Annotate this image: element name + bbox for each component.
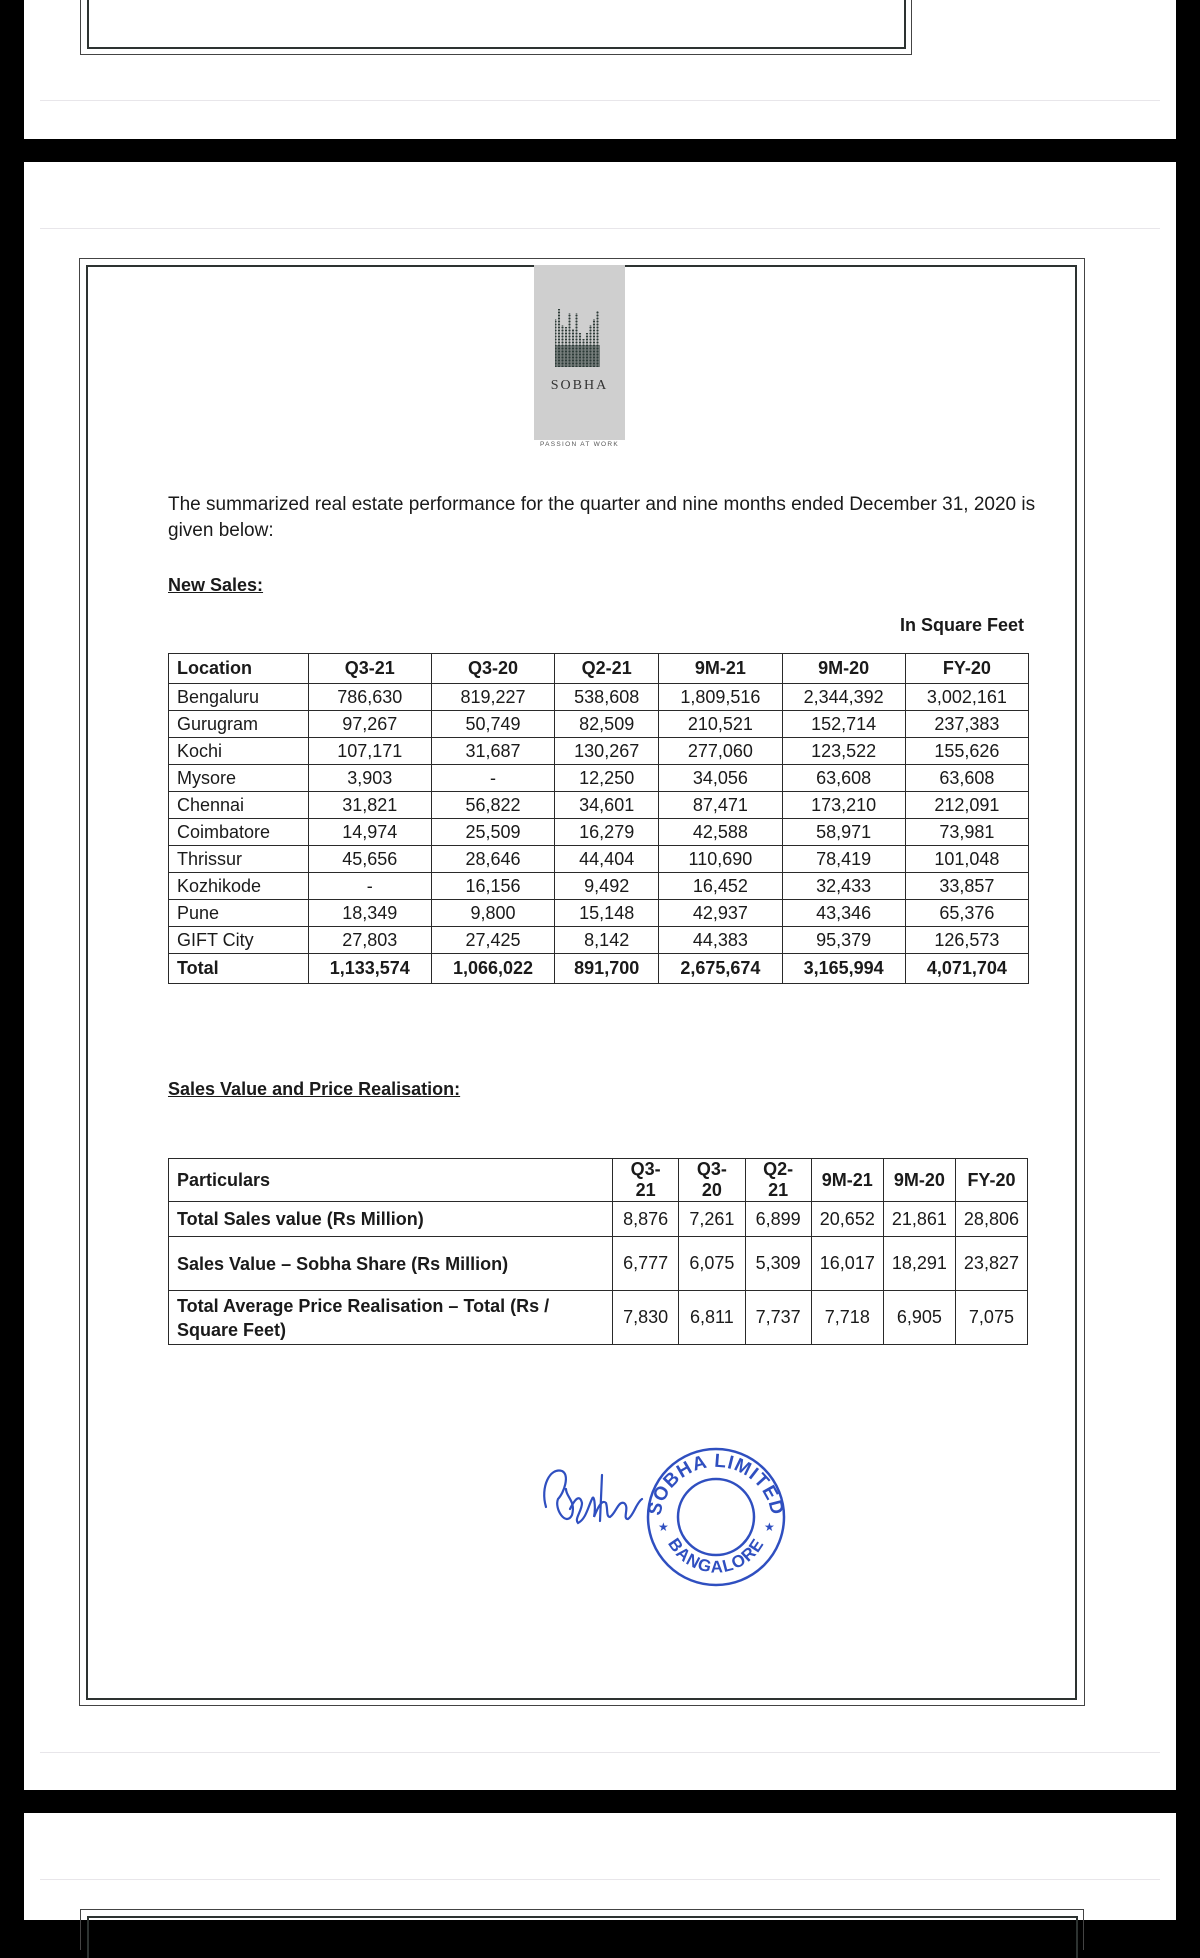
value-cell: 538,608 (555, 684, 659, 711)
table-row (169, 873, 1029, 900)
row-label-cell: Chennai (169, 792, 309, 819)
table-row (169, 765, 1029, 792)
value-cell: 58,971 (782, 819, 905, 846)
column-header-period: Q2-21 (555, 654, 659, 684)
value-cell: 6,905 (883, 1291, 955, 1345)
next-page (24, 1813, 1176, 1920)
value-cell: 3,002,161 (905, 684, 1028, 711)
value-cell: 95,379 (782, 927, 905, 954)
value-cell: 28,806 (955, 1202, 1027, 1237)
row-label-cell: Gurugram (169, 711, 309, 738)
value-cell: 27,803 (308, 927, 431, 954)
company-seal-icon (644, 1449, 787, 1585)
intro-paragraph: The summarized real estate performance for the quarter and nine months ended December 31, 2020 is given below: (168, 494, 1036, 541)
total-value-cell: 4,071,704 (905, 954, 1028, 984)
table-row (169, 1291, 1028, 1345)
value-cell: 277,060 (659, 738, 782, 765)
value-cell: 33,857 (905, 873, 1028, 900)
seal-top-text: SOBHA LIMITED (644, 1450, 788, 1518)
row-label-cell: Kochi (169, 738, 309, 765)
value-cell: 6,899 (745, 1202, 811, 1237)
value-cell: 50,749 (431, 711, 554, 738)
value-cell: 56,822 (431, 792, 554, 819)
value-cell: 12,250 (555, 765, 659, 792)
sales-value-table (168, 1158, 1028, 1345)
building-skyline-icon (554, 305, 606, 367)
value-cell: 16,017 (811, 1237, 883, 1291)
row-label-cell: Thrissur (169, 846, 309, 873)
page-frame-inner (87, 0, 906, 49)
column-header-period: FY-20 (955, 1159, 1027, 1202)
column-header-label: Location (169, 654, 309, 684)
document-page (24, 162, 1176, 1790)
sales-value-heading: Sales Value and Price Realisation: (168, 1079, 461, 1099)
value-cell: 212,091 (905, 792, 1028, 819)
column-header-period: Q3-21 (612, 1159, 678, 1202)
page-rule (40, 228, 1160, 229)
row-label-cell: Mysore (169, 765, 309, 792)
sobha-logo (534, 265, 625, 440)
row-label-cell: GIFT City (169, 927, 309, 954)
table-header-row (169, 1159, 1028, 1202)
value-cell: 14,974 (308, 819, 431, 846)
logo-tagline: PASSION AT WORK (539, 441, 620, 448)
column-header-period: FY-20 (905, 654, 1028, 684)
column-header-period: 9M-21 (659, 654, 782, 684)
value-cell: 130,267 (555, 738, 659, 765)
total-label-cell: Total (169, 954, 309, 984)
value-cell: 44,383 (659, 927, 782, 954)
value-cell: 63,608 (782, 765, 905, 792)
value-cell: 34,601 (555, 792, 659, 819)
total-row (169, 954, 1029, 984)
value-cell: 152,714 (782, 711, 905, 738)
table-row (169, 819, 1029, 846)
value-cell: 16,279 (555, 819, 659, 846)
unit-label: In Square Feet (899, 615, 1024, 635)
value-cell: 44,404 (555, 846, 659, 873)
value-cell: 1,809,516 (659, 684, 782, 711)
value-cell: 18,291 (883, 1237, 955, 1291)
value-cell: 9,800 (431, 900, 554, 927)
table-header-row (169, 654, 1029, 684)
column-header-period: 9M-20 (883, 1159, 955, 1202)
value-cell: 45,656 (308, 846, 431, 873)
value-cell: 2,344,392 (782, 684, 905, 711)
value-cell: 8,876 (612, 1202, 678, 1237)
value-cell: 6,777 (612, 1237, 678, 1291)
table-row (169, 846, 1029, 873)
value-cell: 87,471 (659, 792, 782, 819)
table-row (169, 711, 1029, 738)
value-cell: 155,626 (905, 738, 1028, 765)
value-cell: 23,827 (955, 1237, 1027, 1291)
total-value-cell: 891,700 (555, 954, 659, 984)
row-label-cell: Coimbatore (169, 819, 309, 846)
seal-star-icon: ★ (764, 1520, 775, 1534)
column-header-period: 9M-21 (811, 1159, 883, 1202)
value-cell: 43,346 (782, 900, 905, 927)
column-header-period: Q3-20 (679, 1159, 745, 1202)
table-row (169, 927, 1029, 954)
page-rule (40, 1879, 1160, 1880)
value-cell: 31,821 (308, 792, 431, 819)
new-sales-heading: New Sales: (168, 575, 264, 595)
value-cell: 34,056 (659, 765, 782, 792)
column-header-period: 9M-20 (782, 654, 905, 684)
table-row (169, 1202, 1028, 1237)
table-row (169, 738, 1029, 765)
row-label-cell: Pune (169, 900, 309, 927)
column-header-period: Q3-20 (431, 654, 554, 684)
new-sales-table (168, 653, 1029, 984)
value-cell: 7,737 (745, 1291, 811, 1345)
value-cell: 97,267 (308, 711, 431, 738)
value-cell: 7,261 (679, 1202, 745, 1237)
value-cell: 237,383 (905, 711, 1028, 738)
logo-company-name: SOBHA (550, 378, 609, 393)
signature-icon (544, 1470, 642, 1523)
value-cell: 786,630 (308, 684, 431, 711)
previous-page (24, 0, 1176, 139)
value-cell: 6,811 (679, 1291, 745, 1345)
value-cell: 28,646 (431, 846, 554, 873)
svg-text:SOBHA LIMITED (644, 1451, 787, 1518)
value-cell: 73,981 (905, 819, 1028, 846)
table-row (169, 1237, 1028, 1291)
value-cell: 7,718 (811, 1291, 883, 1345)
value-cell: 65,376 (905, 900, 1028, 927)
table-row (169, 900, 1029, 927)
page-rule (40, 100, 1160, 101)
value-cell: 3,903 (308, 765, 431, 792)
value-cell: 27,425 (431, 927, 554, 954)
value-cell: 5,309 (745, 1237, 811, 1291)
value-cell: 78,419 (782, 846, 905, 873)
row-label-cell: Sales Value – Sobha Share (Rs Million) (169, 1237, 613, 1291)
row-label-cell: Bengaluru (169, 684, 309, 711)
value-cell: 8,142 (555, 927, 659, 954)
seal-bottom-text: BANGALORE (664, 1534, 768, 1577)
row-label-cell: Kozhikode (169, 873, 309, 900)
page-frame-inner (87, 1916, 1078, 1958)
value-cell: 16,156 (431, 873, 554, 900)
value-cell: 20,652 (811, 1202, 883, 1237)
value-cell: 42,588 (659, 819, 782, 846)
table-row (169, 684, 1029, 711)
total-value-cell: 2,675,674 (659, 954, 782, 984)
value-cell: - (431, 765, 554, 792)
total-value-cell: 1,066,022 (431, 954, 554, 984)
value-cell: 123,522 (782, 738, 905, 765)
value-cell: 7,830 (612, 1291, 678, 1345)
value-cell: 173,210 (782, 792, 905, 819)
value-cell: 101,048 (905, 846, 1028, 873)
value-cell: 31,687 (431, 738, 554, 765)
signature-and-seal (536, 1437, 806, 1597)
table-row (169, 792, 1029, 819)
value-cell: 32,433 (782, 873, 905, 900)
value-cell: 63,608 (905, 765, 1028, 792)
value-cell: 210,521 (659, 711, 782, 738)
seal-star-icon: ★ (658, 1520, 669, 1534)
value-cell: 82,509 (555, 711, 659, 738)
row-label-cell: Total Average Price Realisation – Total (Rs / Square Feet) (169, 1291, 613, 1345)
value-cell: - (308, 873, 431, 900)
column-header-period: Q2-21 (745, 1159, 811, 1202)
total-value-cell: 3,165,994 (782, 954, 905, 984)
value-cell: 42,937 (659, 900, 782, 927)
value-cell: 107,171 (308, 738, 431, 765)
column-header-label: Particulars (169, 1159, 613, 1202)
value-cell: 21,861 (883, 1202, 955, 1237)
value-cell: 819,227 (431, 684, 554, 711)
value-cell: 110,690 (659, 846, 782, 873)
page-rule (40, 1752, 1160, 1753)
value-cell: 7,075 (955, 1291, 1027, 1345)
value-cell: 9,492 (555, 873, 659, 900)
value-cell: 18,349 (308, 900, 431, 927)
value-cell: 16,452 (659, 873, 782, 900)
column-header-period: Q3-21 (308, 654, 431, 684)
value-cell: 126,573 (905, 927, 1028, 954)
value-cell: 25,509 (431, 819, 554, 846)
total-value-cell: 1,133,574 (308, 954, 431, 984)
value-cell: 6,075 (679, 1237, 745, 1291)
row-label-cell: Total Sales value (Rs Million) (169, 1202, 613, 1237)
value-cell: 15,148 (555, 900, 659, 927)
